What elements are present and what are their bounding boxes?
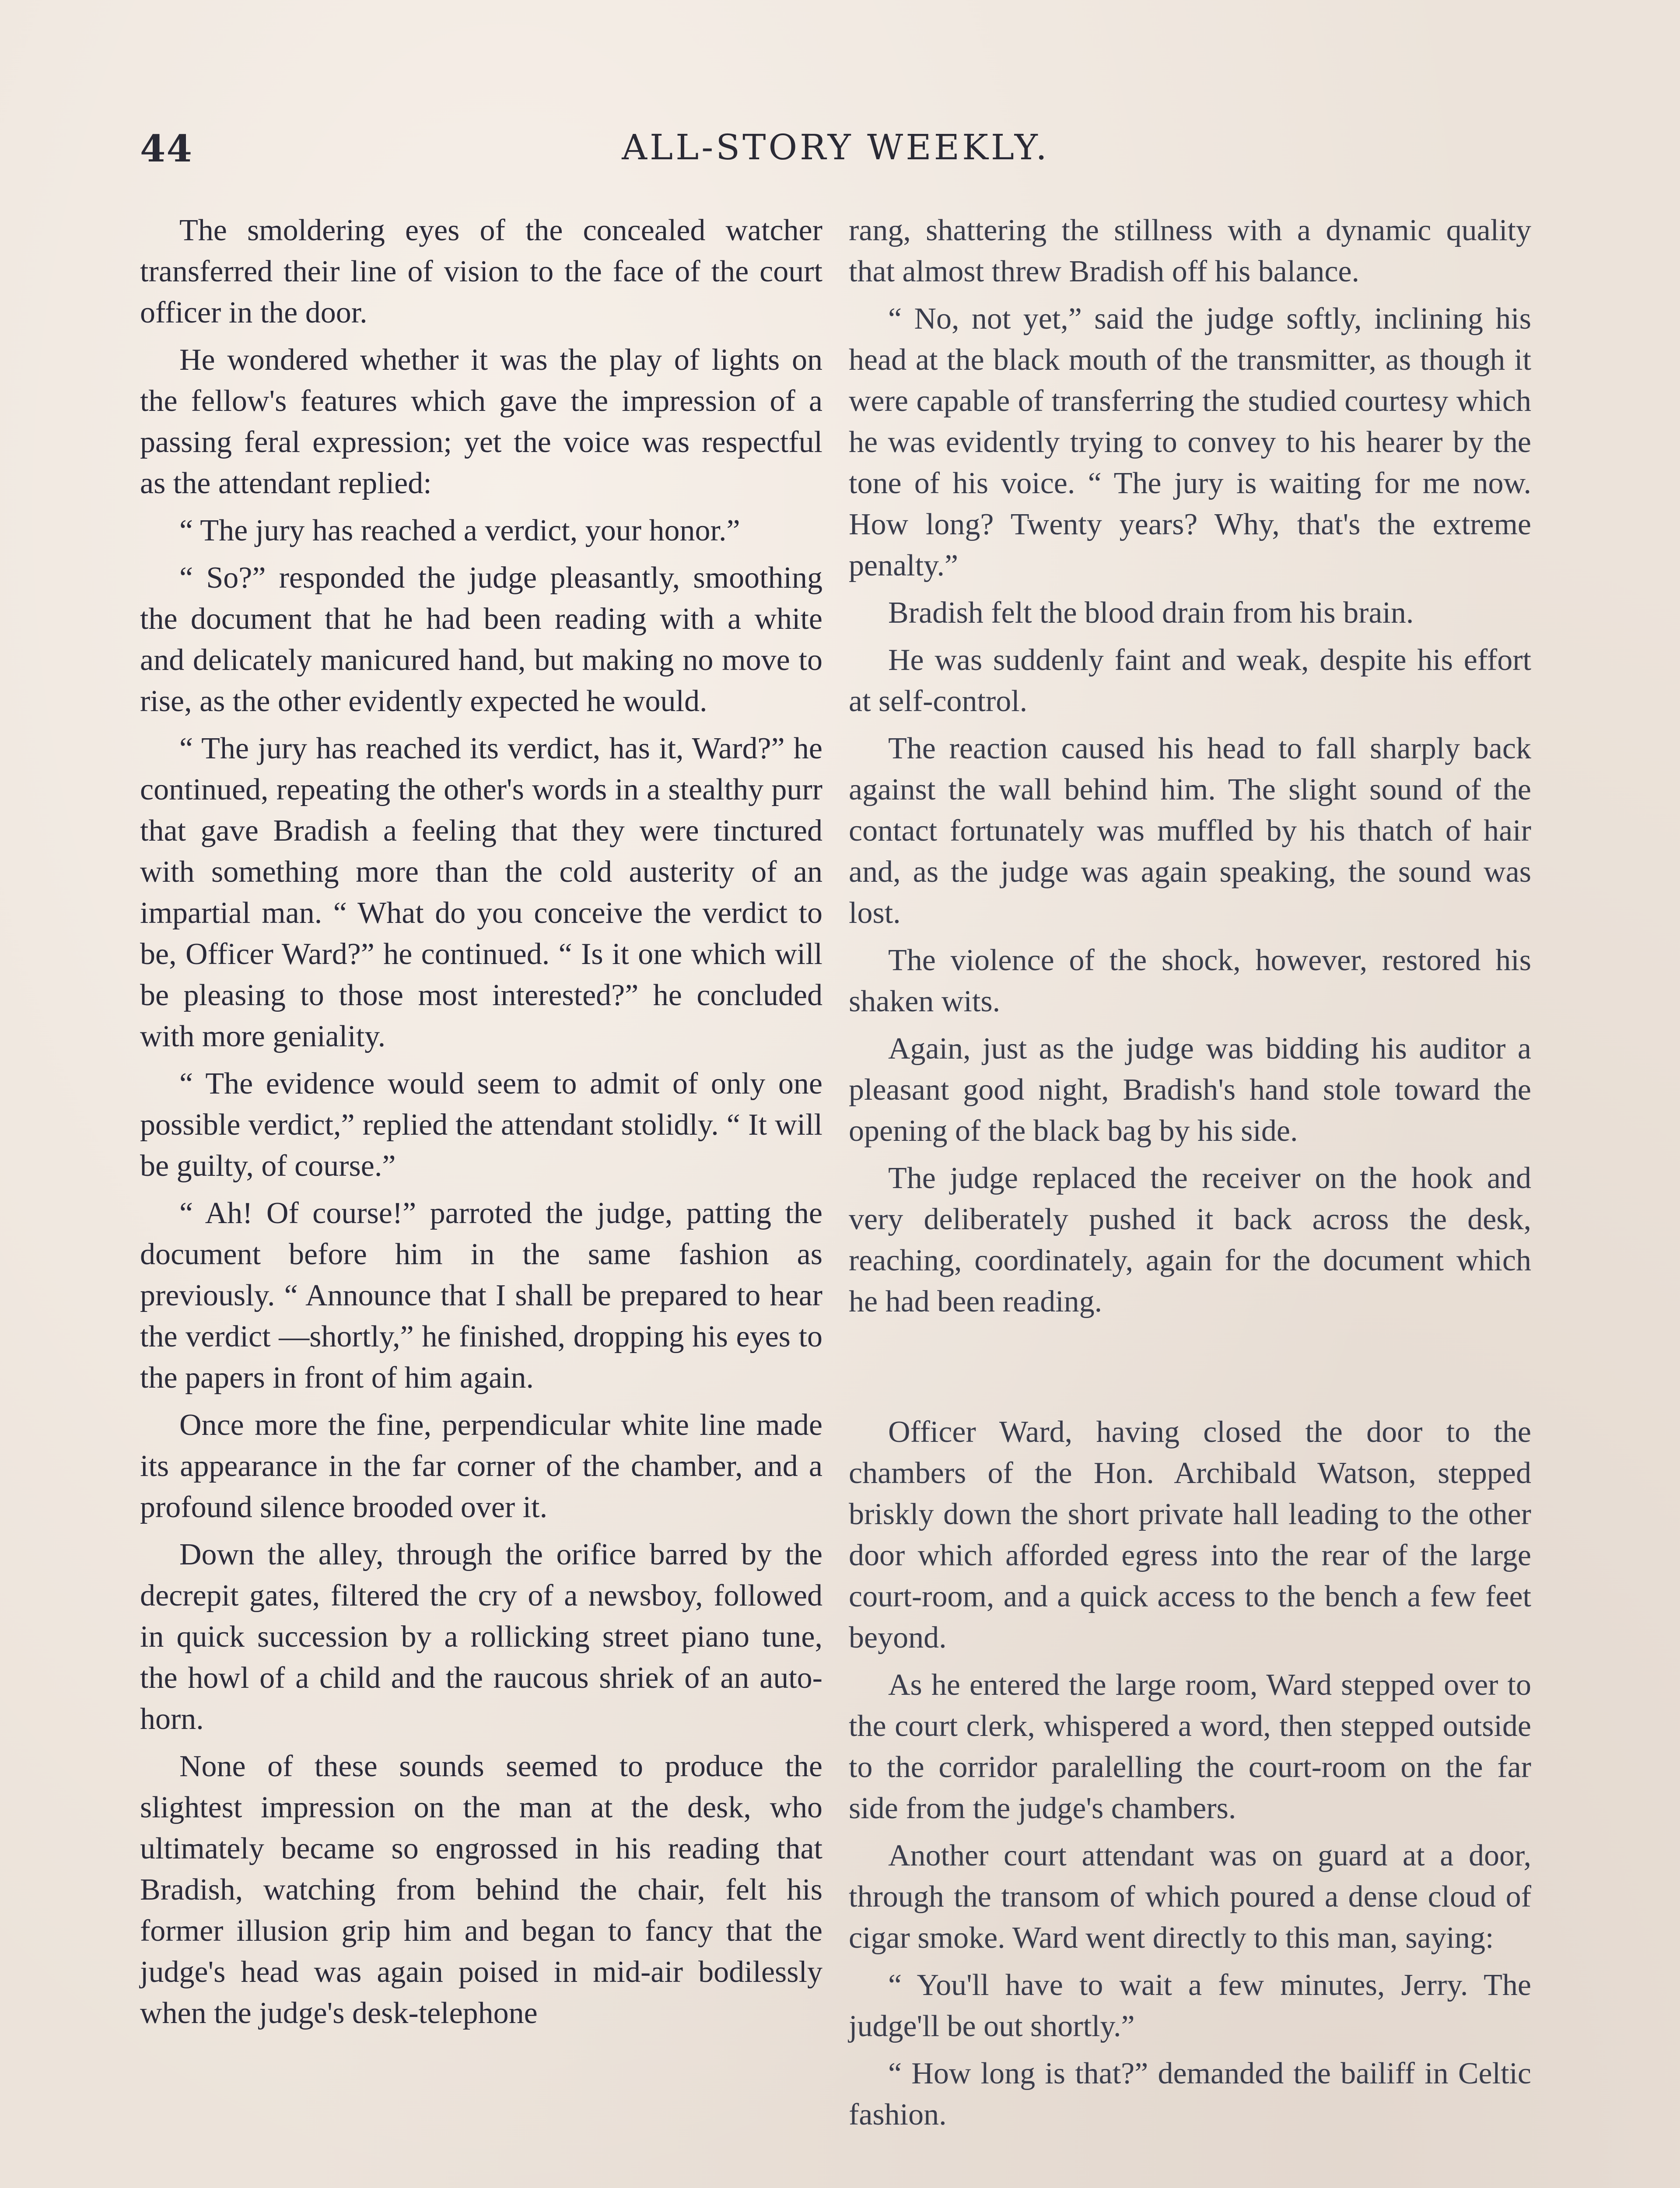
paragraph: Down the alley, through the orifice barred by the decrepit gates, filtered the cry of a newsboy, followed in quick succession by a rollicking street piano tune, the howl of a child and the raucous shriek of an auto-horn. — [140, 1538, 822, 1736]
paragraph: “ No, not yet,” said the judge softly, inclining his head at the black mouth of the transmitter, as though it were capable of transferring the studied courtesy which he was evidently trying to convey to his hearer by the tone of his voice. “ The jury is waiting for me now. How long? Twenty years? Why, that's the extreme penalty.” — [849, 302, 1531, 582]
left-column — [140, 210, 822, 2040]
page-header — [140, 127, 1531, 188]
paragraph: “ The jury has reached its verdict, has it, Ward?” he continued, repeating the other's words in a stealthy purr that gave Bradish a feeling that they were tinctured with something more than the cold austerity of an impartial man. “ What do you conceive the verdict to be, Officer Ward?” he continued. “ Is it one which will be pleasing to those most interested?” he concluded with more geniality. — [140, 732, 822, 1053]
paragraph: Once more the fine, perpendicular white line made its appearance in the far corner of the chamber, and a profound silence brooded over it. — [140, 1408, 822, 1524]
page-number: 44 — [140, 127, 193, 170]
section-break — [849, 1329, 1531, 1412]
paragraph: As he entered the large room, Ward stepped over to the court clerk, whispered a word, then stepped outside to the corridor paralelling the court-room on the far side from the judge's chambers. — [849, 1668, 1531, 1825]
paragraph: “ Ah! Of course!” parroted the judge, patting the document before him in the same fashion as previously. “ Announce that I shall be prepared to hear the verdict —shortly,” he finished, dropping his eyes to the papers in front of him again. — [140, 1196, 822, 1395]
paragraph: The violence of the shock, however, restored his shaken wits. — [849, 943, 1531, 1018]
paragraph: The reaction caused his head to fall sharply back against the wall behind him. The slight sound of the contact fortunately was muffled by his thatch of hair and, as the judge was again speaking, the sound was lost. — [849, 732, 1531, 930]
paragraph: Officer Ward, having closed the door to the chambers of the Hon. Archibald Watson, stepped briskly down the short private hall leading to the other door which afforded egress into the rear of the large court-room, and a quick access to the bench a few feet beyond. — [849, 1415, 1531, 1655]
paragraph: The smoldering eyes of the concealed watcher transferred their line of vision to the face of the court officer in the door. — [140, 214, 822, 330]
paragraph: “ The jury has reached a verdict, your honor.” — [179, 514, 740, 547]
paragraph: “ You'll have to wait a few minutes, Jerry. The judge'll be out shortly.” — [849, 1968, 1531, 2043]
paragraph: Another court attendant was on guard at a door, through the transom of which poured a dense cloud of cigar smoke. Ward went directly to this man, saying: — [849, 1839, 1531, 1955]
paragraph: The judge replaced the receiver on the hook and very deliberately pushed it back across the desk, reaching, coordinately, again for the document which he had been reading. — [849, 1161, 1531, 1318]
paragraph-continued: rang, shattering the stillness with a dynamic quality that almost threw Bradish off his balance. — [849, 214, 1531, 288]
running-title: ALL-STORY WEEKLY. — [622, 127, 1050, 168]
right-column — [849, 210, 1531, 2142]
paragraph: Bradish felt the blood drain from his brain. — [888, 596, 1414, 630]
paragraph: Again, just as the judge was bidding his auditor a pleasant good night, Bradish's hand stole toward the opening of the black bag by his side. — [849, 1032, 1531, 1148]
paragraph: “ How long is that?” demanded the bailiff in Celtic fashion. — [849, 2057, 1531, 2132]
paragraph: None of these sounds seemed to produce the slightest impression on the man at the desk, who ultimately became so engrossed in his reading that Bradish, watching from behind the chair, felt his former illusion grip him and began to fancy that the judge's head was again poised in mid-air bodilessly when the judge's desk-telephone — [140, 1750, 822, 2030]
paragraph: “ So?” responded the judge pleasantly, smoothing the document that he had been reading with a white and delicately manicured hand, but making no move to rise, as the other evidently expected he would. — [140, 561, 822, 718]
paragraph: “ The evidence would seem to admit of only one possible verdict,” replied the attendant stolidly. “ It will be guilty, of course.” — [140, 1067, 822, 1183]
paragraph: He was suddenly faint and weak, despite his effort at self-control. — [849, 643, 1531, 718]
paragraph: He wondered whether it was the play of lights on the fellow's features which gave the impression of a passing feral expression; yet the voice was respectful as the attendant replied: — [140, 343, 822, 500]
